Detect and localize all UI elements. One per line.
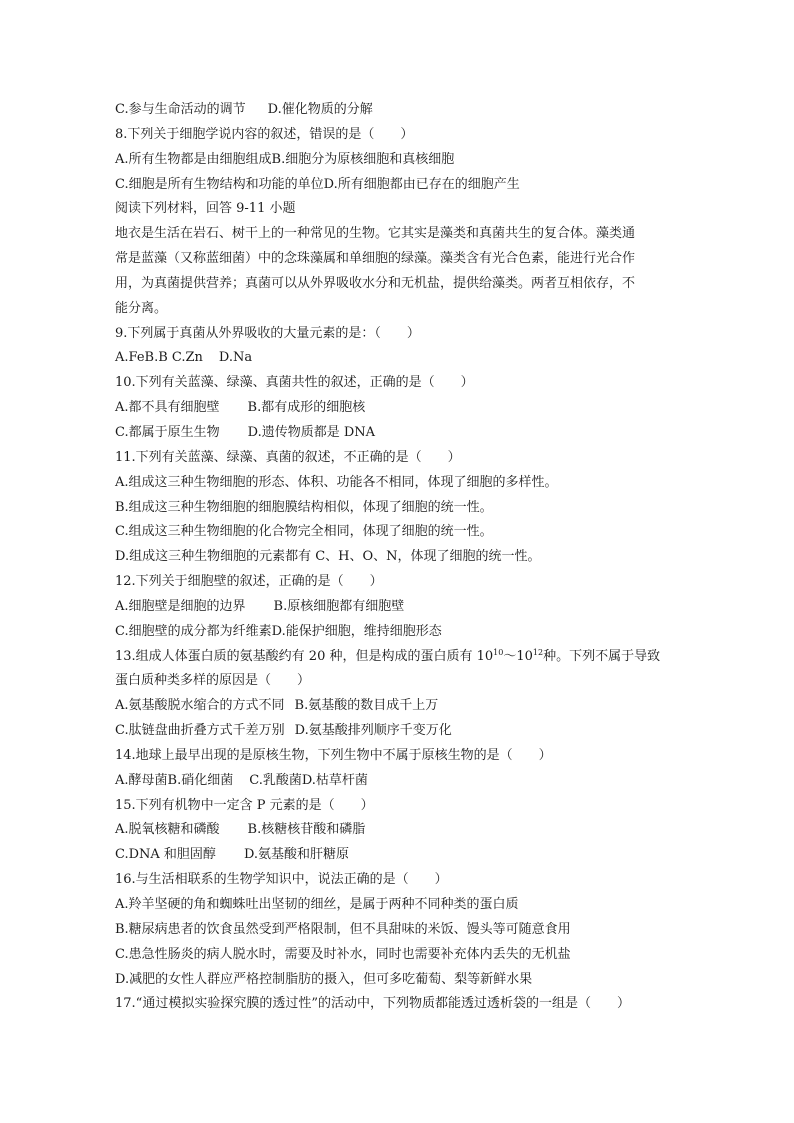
option-line: B.糖尿病患者的饮食虽然受到严格限制，但不具甜味的米饭、馒头等可随意食用 [115,921,571,937]
option-line: A.脱氧核糖和磷酸 B.核糖核苷酸和磷脂 [115,822,366,838]
question-stem: 16.与生活相联系的生物学知识中，说法正确的是（ ） [115,872,448,888]
option-line: A.FeB.B C.Zn D.Na [115,350,253,366]
option-line: D.组成这三种生物细胞的元素都有 C、H、O、N，体现了细胞的统一性。 [115,549,541,565]
question-stem: 9.下列属于真菌从外界吸收的大量元素的是：（ ） [115,325,420,341]
option-line: A.都不具有细胞壁 B.都有成形的细胞核 [115,400,366,416]
question-stem: 14.地球上最早出现的是原核生物，下列生物中不属于原核生物的是（ ） [115,747,552,763]
passage-line: 常是蓝藻（又称蓝细菌）中的念珠藻属和单细胞的绿藻。藻类含有光合色素，能进行光合作 [115,251,636,267]
option-line: C.DNA 和胆固醇 D.氨基酸和肝糖原 [115,847,350,863]
option-line: B.组成这三种生物细胞的细胞膜结构相似，体现了细胞的统一性。 [115,499,493,515]
option-line: C.肽链盘曲折叠方式千差万别 D.氨基酸排列顺序千变万化 [115,723,452,739]
question-stem: 10.下列有关蓝藻、绿藻、真菌共性的叙述，正确的是（ ） [115,375,474,391]
question-stem: 12.下列关于细胞壁的叙述，正确的是（ ） [115,574,383,590]
option-line: A.细胞壁是细胞的边界 B.原核细胞都有细胞壁 [115,598,405,614]
reading-instruction: 阅读下列材料，回答 9-11 小题 [115,201,296,217]
option-line: A.组成这三种生物细胞的形态、体积、功能各不相同，体现了细胞的多样性。 [115,474,558,490]
option-line: C.细胞壁的成分都为纤维素D.能保护细胞，维持细胞形态 [115,623,442,639]
option-line: C.患急性肠炎的病人脱水时，需要及时补水，同时也需要补充体内丢失的无机盐 [115,946,571,962]
option-line: A.酵母菌B.硝化细菌 C.乳酸菌D.枯草杆菌 [115,772,368,788]
passage-line: 能分离。 [115,300,168,316]
option-line: C.都属于原生生物 D.遗传物质都是 DNA [115,424,376,440]
option-line: A.羚羊坚硬的角和蜘蛛吐出坚韧的细丝，是属于两种不同种类的蛋白质 [115,897,519,912]
option-line: A.所有生物都是由细胞组成B.细胞分为原核细胞和真核细胞 [115,151,455,167]
option-line: C.参与生命活动的调节 D.催化物质的分解 [115,102,373,117]
question-stem: 8.下列关于细胞学说内容的叙述，错误的是（ ） [115,126,414,142]
superscript: 10 [493,647,504,657]
question-stem: 蛋白质种类多样的原因是（ ） [115,673,311,689]
passage-line: 地衣是生活在岩石、树干上的一种常见的生物。它其实是藻类和真菌共生的复合体。藻类通 [115,226,636,242]
question-stem: 11.下列有关蓝藻、绿藻、真菌的叙述，不正确的是（ ） [115,449,461,465]
option-line: A.氨基酸脱水缩合的方式不同 B.氨基酸的数目成千上万 [115,698,439,714]
passage-line: 用，为真菌提供营养；真菌可以从外界吸收水分和无机盐，提供给藻类。两者互相依存，不 [115,275,636,291]
option-line: D.减肥的女性人群应严格控制脂肪的摄入，但可多吃葡萄、梨等新鲜水果 [115,971,533,987]
question-stem: 15.下列有机物中一定含 P 元素的是（ ） [115,797,374,813]
option-line: C.细胞是所有生物结构和功能的单位D.所有细胞都由已存在的细胞产生 [115,176,520,192]
question-stem: 17.“通过模拟实验探究膜的透过性”的活动中，下列物质都能透过透析袋的一组是（ ） [115,996,630,1012]
document-page [115,98,695,1017]
question-stem: 13.组成人体蛋白质的氨基酸约有 20 种，但是构成的蛋白质有 $10^{10}\sim 10^{12}$种。下列不属于导致 [115,647,661,664]
option-line: C.组成这三种生物细胞的化合物完全相同，体现了细胞的统一性。 [115,524,493,540]
superscript: 12 [532,647,544,657]
